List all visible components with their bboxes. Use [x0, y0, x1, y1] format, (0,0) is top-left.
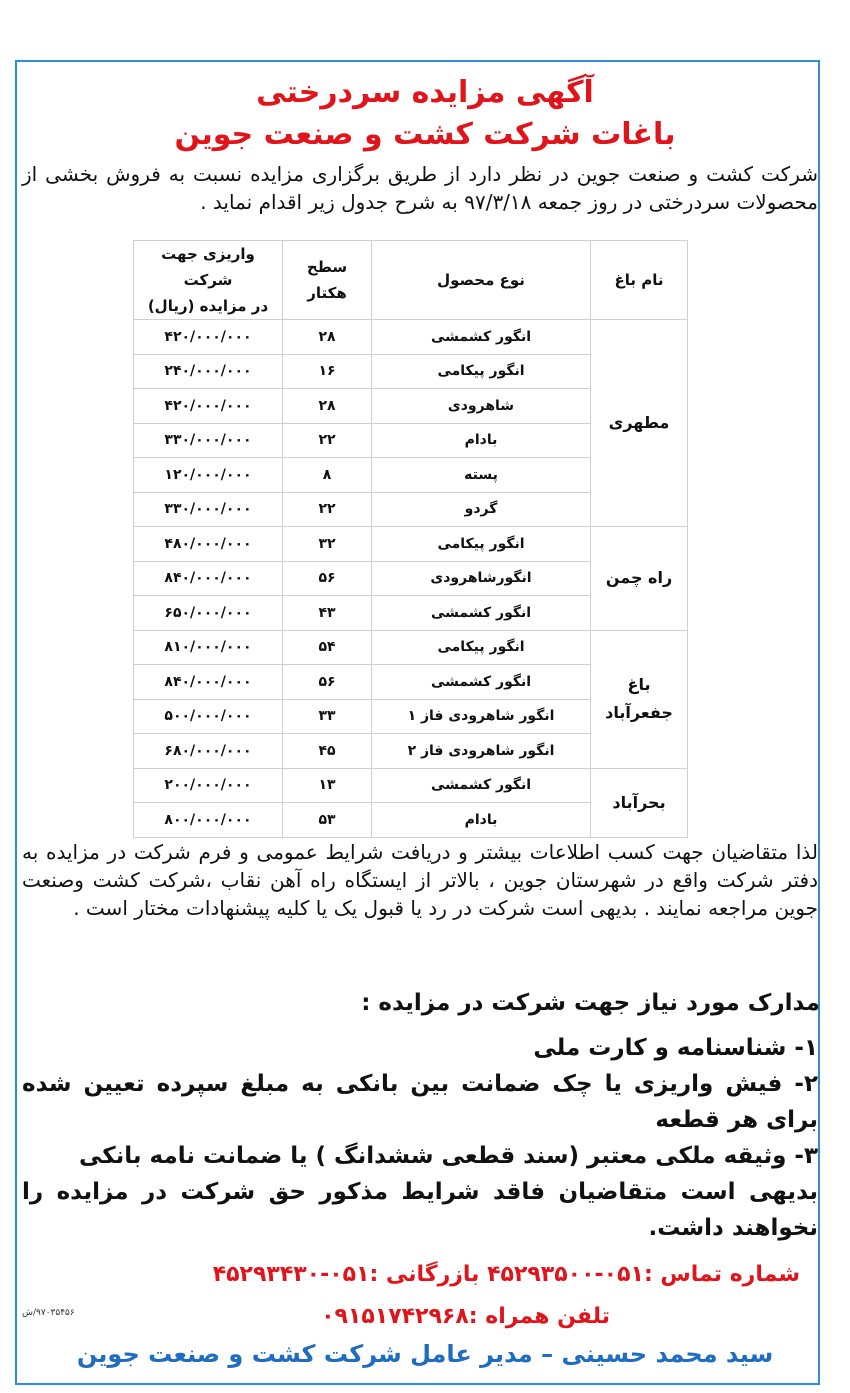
notice-code: ۹۷۰۳۵۴۵۶/ش	[22, 1308, 75, 1318]
signature: سید محمد حسینی – مدیر عامل شرکت کشت و صنعت جوین	[76, 1340, 774, 1368]
documents-heading: مدارک مورد نیاز جهت شرکت در مزایده :	[361, 990, 820, 1016]
table-row	[134, 768, 688, 803]
document-item: ۳- وثیقه ملکی معتبر (سند قطعی ششدانگ ) یا ضمانت نامه بانکی	[78, 1143, 818, 1169]
area-cell: ۴۵	[283, 734, 372, 769]
product-cell: انگور شاهرودی فاز ۲	[372, 734, 591, 769]
deposit-cell: ۴۲۰/۰۰۰/۰۰۰	[134, 320, 283, 355]
auction-table	[133, 240, 688, 838]
product-cell: شاهرودی	[372, 389, 591, 424]
product-cell: بادام	[372, 803, 591, 838]
product-cell: انگورشاهرودی	[372, 561, 591, 596]
deposit-cell: ۵۰۰/۰۰۰/۰۰۰	[134, 699, 283, 734]
garden-cell: راه چمن	[591, 527, 688, 631]
deposit-cell: ۸۴۰/۰۰۰/۰۰۰	[134, 665, 283, 700]
area-cell: ۲۲	[283, 423, 372, 458]
deposit-cell: ۲۴۰/۰۰۰/۰۰۰	[134, 354, 283, 389]
area-cell: ۱۳	[283, 768, 372, 803]
header-deposit-line1: واریزی جهت شرکت	[161, 245, 255, 289]
garden-cell: بحرآباد	[591, 768, 688, 837]
garden-cell: مطهری	[591, 320, 688, 527]
document-item: ۲- فیش واریزی یا چک ضمانت بین بانکی به مبلغ سپرده تعیین شده برای هر قطعه	[22, 1071, 818, 1133]
document-item: ۱- شناسنامه و کارت ملی	[533, 1035, 818, 1061]
area-cell: ۵۶	[283, 665, 372, 700]
product-cell: انگور پیکامی	[372, 354, 591, 389]
table-header-row	[134, 241, 688, 320]
header-area	[283, 241, 372, 320]
product-cell: بادام	[372, 423, 591, 458]
product-cell: پسته	[372, 458, 591, 493]
mobile-number: تلفن همراه :۰۹۱۵۱۷۴۲۹۶۸	[321, 1304, 610, 1329]
header-deposit	[134, 241, 283, 320]
product-cell: انگور کشمشی	[372, 320, 591, 355]
product-cell: انگور کشمشی	[372, 768, 591, 803]
garden-cell: باغ جفعرآباد	[591, 630, 688, 768]
deposit-cell: ۴۸۰/۰۰۰/۰۰۰	[134, 527, 283, 562]
info-paragraph: لذا متقاضیان جهت کسب اطلاعات بیشتر و دریافت شرایط عمومی و فرم شرکت در مزایده به دفتر شرکت واقع در شهرستان جوین ، بالاتر از ایستگاه راه آهن نقاب ،شرکت کشت وصنعت جوین مراجعه نمایند . بدیهی است شرکت در رد یا قبول یک یا کلیه پیشنهادات مختار است .	[22, 840, 818, 920]
area-cell: ۵۳	[283, 803, 372, 838]
header-garden: نام باغ	[591, 241, 688, 320]
table-row	[134, 630, 688, 665]
deposit-cell: ۱۲۰/۰۰۰/۰۰۰	[134, 458, 283, 493]
area-cell: ۳۲	[283, 527, 372, 562]
document-note: بدیهی است متقاضیان فاقد شرایط مذکور حق شرکت در مزایده را نخواهند داشت.	[22, 1179, 818, 1241]
product-cell: انگور شاهرودی فاز ۱	[372, 699, 591, 734]
area-cell: ۲۸	[283, 389, 372, 424]
area-cell: ۲۲	[283, 492, 372, 527]
area-cell: ۳۳	[283, 699, 372, 734]
area-cell: ۵۴	[283, 630, 372, 665]
deposit-cell: ۳۳۰/۰۰۰/۰۰۰	[134, 492, 283, 527]
area-cell: ۱۶	[283, 354, 372, 389]
area-cell: ۲۸	[283, 320, 372, 355]
header-deposit-line2: در مزایده (ریال)	[147, 297, 269, 315]
product-cell: انگور کشمشی	[372, 596, 591, 631]
documents-list	[22, 1030, 818, 1246]
area-cell: ۸	[283, 458, 372, 493]
deposit-cell: ۳۳۰/۰۰۰/۰۰۰	[134, 423, 283, 458]
deposit-cell: ۸۱۰/۰۰۰/۰۰۰	[134, 630, 283, 665]
deposit-cell: ۲۰۰/۰۰۰/۰۰۰	[134, 768, 283, 803]
intro-paragraph: شرکت کشت و صنعت جوین در نظر دارد از طریق برگزاری مزایده نسبت به فروش بخشی از محصولات سردرختی در روز جمعه ۹۷/۳/۱۸ به شرح جدول زیر اقدام نماید .	[22, 162, 818, 214]
table-row	[134, 320, 688, 355]
area-cell: ۴۳	[283, 596, 372, 631]
contact-numbers: شماره تماس :۰۵۱-۴۵۲۹۳۵۰۰ بازرگانی :۰۵۱-۴۵۲۹۳۴۳۰	[212, 1262, 800, 1287]
notice-title: آگهی مزایده سردرختی	[256, 75, 594, 110]
deposit-cell: ۸۴۰/۰۰۰/۰۰۰	[134, 561, 283, 596]
header-area-line2: هکتار	[307, 284, 347, 302]
area-cell: ۵۶	[283, 561, 372, 596]
product-cell: انگور پیکامی	[372, 527, 591, 562]
deposit-cell: ۴۲۰/۰۰۰/۰۰۰	[134, 389, 283, 424]
header-area-line1: سطح	[306, 258, 348, 276]
deposit-cell: ۸۰۰/۰۰۰/۰۰۰	[134, 803, 283, 838]
deposit-cell: ۶۵۰/۰۰۰/۰۰۰	[134, 596, 283, 631]
table-row	[134, 527, 688, 562]
product-cell: انگور کشمشی	[372, 665, 591, 700]
header-product: نوع محصول	[372, 241, 591, 320]
product-cell: گردو	[372, 492, 591, 527]
notice-subtitle: باغات شرکت کشت و صنعت جوین	[174, 117, 676, 152]
deposit-cell: ۶۸۰/۰۰۰/۰۰۰	[134, 734, 283, 769]
product-cell: انگور پیکامی	[372, 630, 591, 665]
